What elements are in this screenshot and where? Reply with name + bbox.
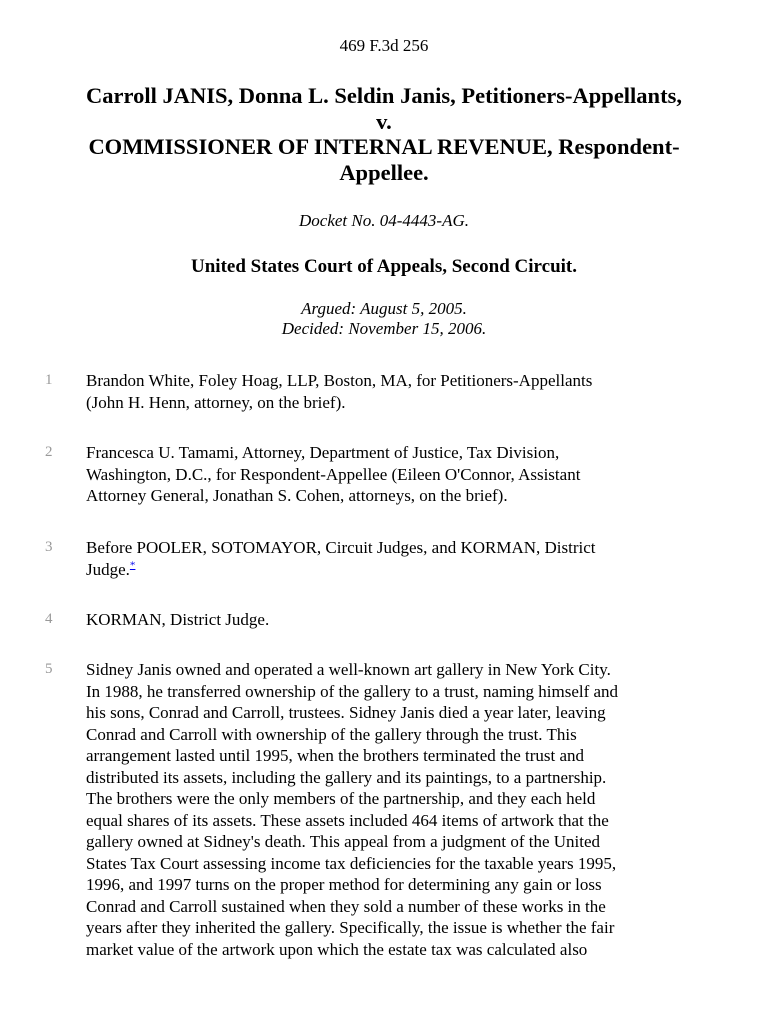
- text-line: The brothers were the only members of the partnership, and they each held: [86, 789, 596, 808]
- text-line: years after they inherited the gallery. Specifically, the issue is whether the fair: [86, 918, 615, 937]
- footnote-link[interactable]: *: [129, 558, 136, 571]
- paragraph-text: [86, 537, 726, 580]
- text-line: arrangement lasted until 1995, when the brothers terminated the trust and: [86, 746, 585, 765]
- paragraph-text: [86, 442, 726, 507]
- text-line: (John H. Henn, attorney, on the brief).: [86, 392, 346, 412]
- text-line: his sons, Conrad and Carroll, trustees. Sidney Janis died a year later, leaving: [86, 703, 606, 722]
- paragraph-text: [86, 609, 726, 631]
- paragraph-number: 2: [45, 444, 53, 460]
- text-line: States Tax Court assessing income tax deficiencies for the taxable years 1995,: [86, 853, 617, 873]
- court-name: United States Court of Appeals, Second Circuit.: [191, 256, 577, 277]
- text-segment: Judge.: [86, 559, 130, 579]
- paragraph-text: [86, 370, 726, 413]
- text-line: Brandon White, Foley Hoag, LLP, Boston, MA, for Petitioners-Appellants: [86, 371, 593, 390]
- text-line: Sidney Janis owned and operated a well-known art gallery in New York City.: [86, 660, 611, 679]
- paragraph-number: 5: [45, 661, 53, 677]
- argued-date: Argued: August 5, 2005.: [301, 299, 467, 318]
- decided-date: Decided: November 15, 2006.: [281, 319, 487, 338]
- text-line: Before POOLER, SOTOMAYOR, Circuit Judges, and KORMAN, District: [86, 538, 596, 557]
- paragraph-number: 1: [45, 372, 53, 388]
- caption-versus: v.: [376, 108, 392, 134]
- paragraph-number: 3: [45, 539, 53, 555]
- text-line: market value of the artwork upon which the estate tax was calculated also: [86, 939, 588, 959]
- case-dates: [0, 299, 768, 339]
- text-line: Conrad and Carroll sustained when they sold a number of these works in the: [86, 896, 606, 916]
- text-line: KORMAN, District Judge.: [86, 610, 270, 629]
- text-line: Conrad and Carroll with ownership of the gallery through the trust. This: [86, 724, 577, 744]
- text-line: gallery owned at Sidney's death. This appeal from a judgment of the United: [86, 832, 601, 851]
- case-citation: 469 F.3d 256: [339, 36, 429, 55]
- docket-number: Docket No. 04-4443-AG.: [299, 211, 469, 230]
- text-line: In 1988, he transferred ownership of the gallery to a trust, naming himself and: [86, 681, 619, 701]
- caption-respondent: COMMISSIONER OF INTERNAL REVENUE, Respondent-: [88, 134, 680, 159]
- caption-respondent-cont: Appellee.: [339, 159, 429, 185]
- text-line: Attorney General, Jonathan S. Cohen, attorneys, on the brief).: [86, 486, 508, 505]
- text-line: distributed its assets, including the gallery and its paintings, to a partnership.: [86, 767, 607, 787]
- text-line: [86, 559, 726, 581]
- text-line: Francesca U. Tamami, Attorney, Department of Justice, Tax Division,: [86, 443, 560, 462]
- case-caption: [40, 83, 728, 185]
- text-line: equal shares of its assets. These assets included 464 items of artwork that the: [86, 810, 609, 830]
- text-line: 1996, and 1997 turns on the proper method for determining any gain or loss: [86, 875, 602, 894]
- paragraph-text: [86, 659, 726, 960]
- text-line: Washington, D.C., for Respondent-Appellee (Eileen O'Connor, Assistant: [86, 464, 581, 484]
- caption-petitioners: Carroll JANIS, Donna L. Seldin Janis, Petitioners-Appellants,: [86, 83, 682, 108]
- paragraph-number: 4: [45, 611, 53, 627]
